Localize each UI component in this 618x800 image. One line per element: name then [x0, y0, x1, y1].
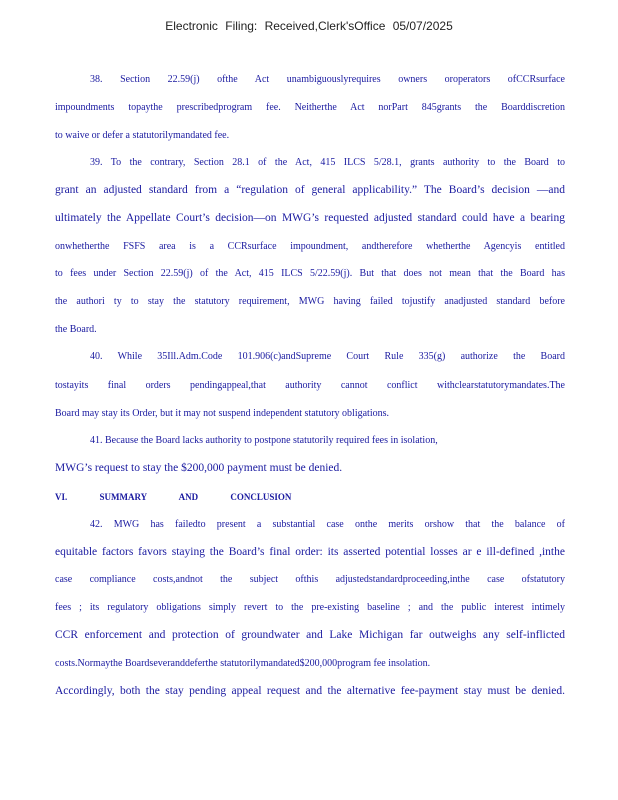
paragraph-38-line-3: to waive or defer a statutorilymandated fee. [55, 130, 230, 141]
paragraph-42-line-4: fees ; its regulatory obligations simply revert to the pre-existing baseline ; and the public interest intimely [55, 602, 565, 613]
paragraph-42-line-5: CCR enforcement and protection of groundwater and Lake Michigan far outweighs any self-inflicted [55, 629, 565, 641]
paragraph-42-line-3: case compliance costs,andnot the subject ofthis adjustedstandardproceeding,inthe case ofstatutory [55, 574, 565, 585]
paragraph-39-line-5: to fees under Section 22.59(j) of the Act, 415 ILCS 5/22.59(j). But that does not mean that the Board has [55, 268, 565, 279]
paragraph-39-line-4: onwhetherthe FSFS area is a CCRsurface impoundment, andtherefore whetherthe Agencyis entitled [55, 241, 565, 252]
filing-header: Electronic Filing: Received,Clerk'sOffice 05/07/2025 [165, 19, 453, 33]
paragraph-42-line-7: Accordingly, both the stay pending appeal request and the alternative fee-payment stay must be denied. [55, 685, 565, 697]
paragraph-40-line-2: tostayits final orders pendingappeal,that authority cannot conflict withclearstatutorymandates.The [55, 380, 565, 391]
paragraph-42-line-2: equitable factors favors staying the Board’s final order: its asserted potential losses ar e ill-defined ,inthe [55, 546, 565, 558]
paragraph-41-line-1: 41. Because the Board lacks authority to postpone statutorily required fees in isolation, [90, 435, 438, 446]
paragraph-42-line-6: costs.Normaythe Boardseveranddeferthe statutorilymandated$200,000program fee insolation. [55, 658, 431, 669]
paragraph-38-line-2: impoundments topaythe prescribedprogram fee. Neitherthe Act norPart 845grants the Boarddiscretion [55, 102, 565, 113]
paragraph-40-line-1: 40. While 35Ill.Adm.Code 101.906(c)andSupreme Court Rule 335(g) authorize the Board [90, 351, 565, 362]
paragraph-40-line-3: Board may stay its Order, but it may not suspend independent statutory obligations. [55, 408, 389, 419]
paragraph-39-line-1: 39. To the contrary, Section 28.1 of the Act, 415 ILCS 5/28.1, grants authority to the Board to [90, 157, 565, 168]
paragraph-39-line-3: ultimately the Appellate Court’s decision—on MWG’s requested adjusted standard could have a bearing [55, 212, 565, 224]
section-heading: VI. SUMMARY AND CONCLUSION [55, 492, 292, 502]
paragraph-39-line-2: grant an adjusted standard from a “regulation of general applicability.” The Board’s decision —and [55, 184, 565, 196]
paragraph-38-line-1: 38. Section 22.59(j) ofthe Act unambiguouslyrequires owners oroperators ofCCRsurface [90, 74, 565, 85]
paragraph-39-line-6: the authori ty to stay the statutory requirement, MWG having failed tojustify anadjusted standard before [55, 296, 565, 307]
paragraph-39-line-7: the Board. [55, 324, 97, 335]
paragraph-42-line-1: 42. MWG has failedto present a substantial case onthe merits orshow that the balance of [90, 519, 565, 530]
paragraph-41-line-2: MWG’s request to stay the $200,000 payment must be denied. [55, 462, 343, 474]
